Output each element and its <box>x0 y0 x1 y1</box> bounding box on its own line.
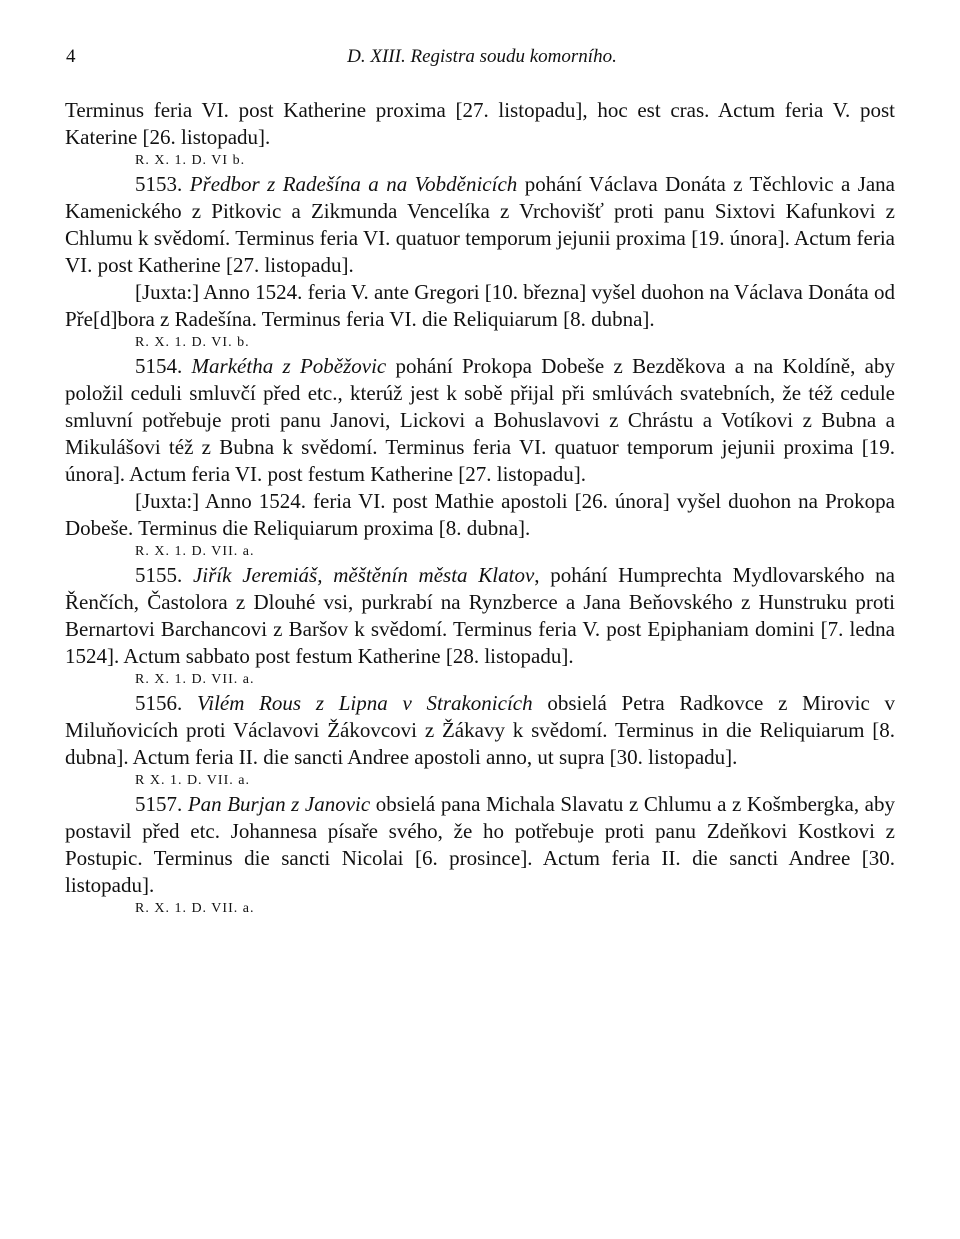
entry-party: Vilém Rous z Lipna v Strakonicích <box>196 691 533 715</box>
entry-5153 <box>65 171 895 279</box>
entry-text: , pohání Humprechta Mydlovarského na Řenčích, Častolora z Dlouhé vsi, purkrabí na Rynzberce a Jana Beňovského z Hunstruku proti Bernartovi Barchancovi z Baršov k svědomí. Terminus feria V. post Epiphaniam domini [7. ledna 1524]. Actum sabbato post festum Katherine [28. listopadu]. <box>65 563 896 668</box>
entry-party: Předbor z Radešína a na Vobděnicích <box>189 172 518 196</box>
entry-continuation-text: Terminus feria VI. post Katherine proxima [27. listopadu], hoc est cras. Actum feria V. post Katerine [26. listopadu]. <box>65 98 895 149</box>
entry-5154 <box>65 353 895 488</box>
archival-signature: R. X. 1. D. VI. b. <box>135 335 250 350</box>
entry-number: 5153. <box>135 172 183 196</box>
running-title: D. XIII. Registra soudu komorního. <box>347 46 617 67</box>
entry-text: pohání Václava Donáta z Těchlovic a Jana Kamenického z Pitkovic a Zikmunda Vencelíka z Vrchovišť proti panu Sixtovi Kafunkovi z Chlumu k svědomí. Terminus feria VI. quatuor temporum jejunii proxima [19. února]. Actum feria VI. post Katherine [27. listopadu]. <box>65 172 896 277</box>
entry-party: Jiřík Jeremiáš, měštěnín města Klatov <box>192 563 535 587</box>
entry-number: 5155. <box>135 563 183 587</box>
entry-5157 <box>65 791 895 899</box>
document-body <box>65 97 895 919</box>
archival-signature: R. X. 1. D. VII. a. <box>135 901 255 916</box>
entry-juxta-note: [Juxta:] Anno 1524. feria VI. post Mathie apostoli [26. února] vyšel duohon na Prokopa Dobeše. Terminus die Reliquiarum proxima [8. dubna]. <box>65 489 895 540</box>
entry-number: 5156. <box>135 691 183 715</box>
entry-text: obsielá Petra Radkovce z Mirovic v Miluňovicích proti Václavovi Žákovcovi z Žákavy k svědomí. Terminus in die Reliquiarum [8. dubna]. Actum feria II. die sancti Andree apostoli anno, ut supra [30. listopadu]. <box>65 691 895 769</box>
entry-text: obsielá pana Michala Slavatu z Chlumu a z Košmbergka, aby postavil před etc. Johannesa písaře svého, že ho potřebuje proti panu Zdeňkovi Kostkovi z Postupic. Terminus die sancti Nicolai [6. prosince]. Actum feria II. die sancti Andree [30. listopadu]. <box>65 792 895 897</box>
entry-5156 <box>65 690 895 771</box>
entry-number: 5157. <box>135 792 183 816</box>
archival-signature: R X. 1. D. VII. a. <box>135 773 250 788</box>
page-header <box>62 46 902 76</box>
entry-party: Pan Burjan z Janovic <box>187 792 371 816</box>
archival-signature: R. X. 1. D. VI b. <box>135 153 246 168</box>
entry-text: pohání Prokopa Dobeše z Bezděkova a na Koldíně, aby položil ceduli smluvčí před etc., kterúž jest k sobě přijal při smlúvách svatebních, že též cedule smluvní potřebuje proti panu Janovi, Lickovi a Bohuslavovi z Chrástu a Votíkovi z Bubna a Mikulášovi též z Bubna k svědomí. Terminus feria VI. quatuor temporum jejunii proxima [19. února]. Actum feria VI. post festum Katherine [27. listopadu]. <box>65 354 895 486</box>
entry-number: 5154. <box>135 354 183 378</box>
page-number: 4 <box>66 46 76 67</box>
entry-5155 <box>65 562 895 670</box>
archival-signature: R. X. 1. D. VII. a. <box>135 672 255 687</box>
entry-party: Markétha z Poběžovic <box>191 354 387 378</box>
entry-juxta-note: [Juxta:] Anno 1524. feria V. ante Gregori [10. března] vyšel duohon na Václava Donáta od Pře[d]bora z Radešína. Terminus feria VI. die Reliquiarum [8. dubna]. <box>65 280 895 331</box>
archival-signature: R. X. 1. D. VII. a. <box>135 544 255 559</box>
